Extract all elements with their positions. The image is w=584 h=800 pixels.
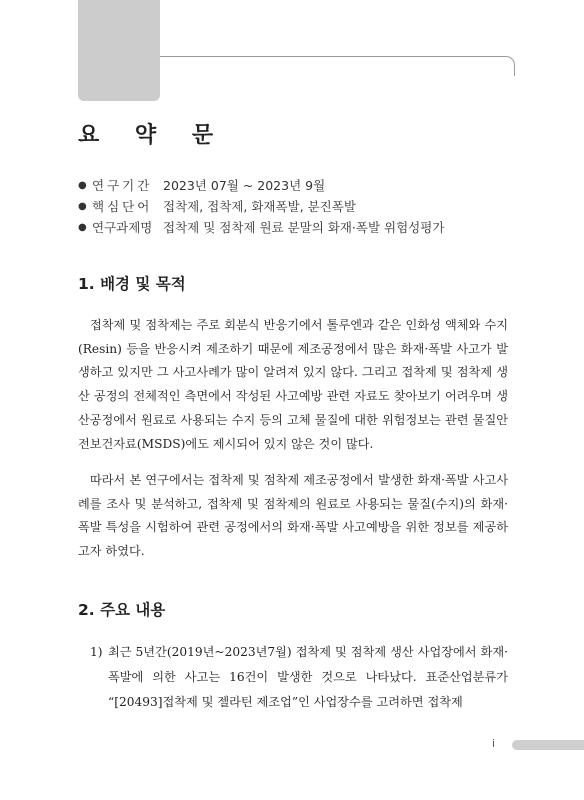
section-heading-main-content: 2. 주요 내용	[78, 601, 166, 619]
list-text: 최근 5년간(2019년~2023년7월) 접착제 및 점착제 생산 사업장에서 화재·폭발에 의한 사고는 16건이 발생한 것으로 나타났다. 표준산업분류가 “[20493]접착제 및 젤라틴 제조업”인 사업장수를 고려하면 접착제	[108, 645, 508, 709]
page-number: i	[492, 737, 496, 750]
paragraph-purpose: 따라서 본 연구에서는 접착제 및 점착제 제조공정에서 발생한 화재·폭발 사고사례를 조사 및 분석하고, 접착제 및 점착제의 원료로 사용되는 물질(수지)의 화재·폭발 특성을 시험하여 관련 공정에서의 화재·폭발 사고예방을 위한 정보를 제공하고자 하였다.	[78, 473, 508, 559]
list-number: 1)	[90, 645, 103, 659]
meta-value: 접착제, 접착제, 화재폭발, 분진폭발	[163, 199, 356, 214]
page-title: 요 약 문	[78, 122, 228, 148]
bullet-icon: ●	[78, 201, 87, 212]
bullet-icon: ●	[78, 180, 87, 191]
meta-value: 2023년 07월 ~ 2023년 9월	[163, 178, 326, 193]
meta-label: 연구기간	[92, 178, 153, 193]
meta-row-period	[78, 175, 444, 196]
header-rule	[160, 56, 515, 76]
page-footer-bar	[512, 740, 584, 750]
paragraph-background: 접착제 및 점착제는 주로 회분식 반응기에서 톨루엔과 같은 인화성 액체와 수지(Resin) 등을 반응시켜 제조하기 때문에 제조공정에서 많은 화재·폭발 사고가 발생하고 있지만 그 사고사례가 많이 알려져 있지 않다. 그리고 접착제 및 점착제 생산 공정의 전체적인 측면에서 작성된 사고예방 관련 자료도 찾아보기 어려우며 생산공정에서 원료로 사용되는 수지 등의 고체 물질에 대한 위험정보는 관련 물질안전보건자료(MSDS)에도 제시되어 있지 않은 것이 많다.	[78, 318, 508, 451]
bullet-icon: ●	[78, 222, 87, 233]
section-heading-background: 1. 배경 및 목적	[78, 275, 186, 293]
list-item	[90, 640, 508, 715]
meta-label: 연구과제명	[92, 220, 153, 235]
header-tab	[78, 0, 160, 101]
meta-row-project	[78, 217, 444, 238]
meta-row-keywords	[78, 196, 444, 217]
meta-value: 접착제 및 점착제 원료 분말의 화재·폭발 위험성평가	[163, 220, 445, 235]
meta-label: 핵심단어	[92, 199, 153, 214]
summary-meta	[78, 175, 444, 238]
